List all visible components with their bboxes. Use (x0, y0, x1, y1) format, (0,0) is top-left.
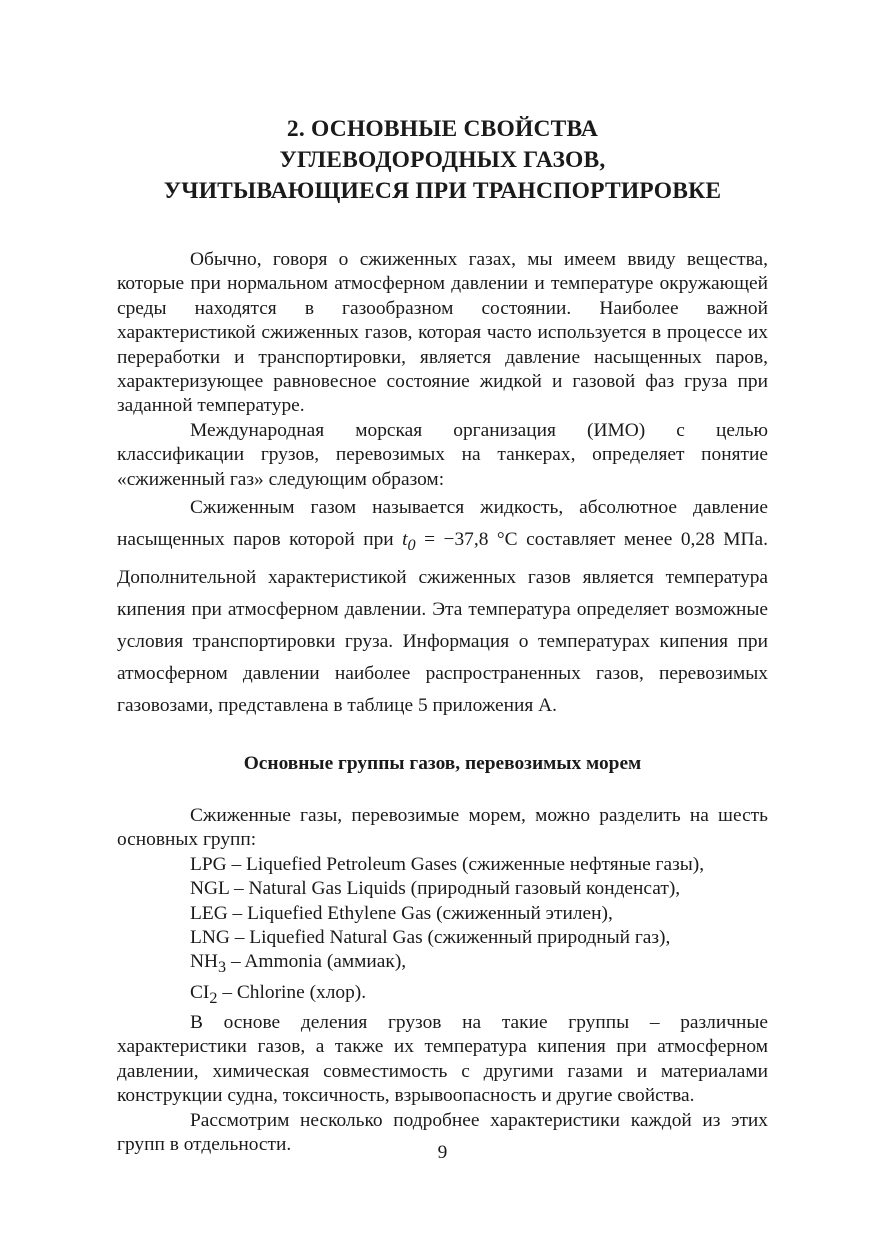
paragraph-intro: Обычно, говоря о сжиженных газах, мы имеем ввиду вещества, которые при нормальном атмосферном давлении и температуре окружающей среды находятся в газообразном состоянии. Наиболее важной характеристикой сжиженных газов, которая часто используется в процессе их переработки и транспортировки, является давление насыщенных паров, характеризующее равновесное состояние жидкой и газовой фаз груза при заданной температуре. (117, 249, 768, 417)
chapter-title (117, 114, 768, 207)
paragraph-basis: В основе деления грузов на такие группы – различные характеристики газов, а также их температура кипения при атмосферном давлении, химическая совместимость с другими газами и материалами конструкции судна, токсичность, взрывоопасность и другие свойства. (117, 1011, 768, 1107)
definition-text-before: Сжиженным газом называется жидкость, абсолютное давление насыщенных паров которой при (117, 497, 768, 551)
temperature-formula (402, 529, 416, 554)
formula-variable: t (402, 529, 408, 551)
gas-groups-list (117, 853, 768, 1011)
list-item-nh3 (117, 950, 768, 980)
groups-section (117, 804, 768, 1157)
list-item-lng: LNG – Liquefied Natural Gas (сжиженный природный газ), (190, 926, 671, 948)
formula-value: = −37,8 °C (424, 529, 518, 551)
nh3-description: – Ammonia (аммиак), (226, 951, 407, 973)
paragraph-consider: Рассмотрим несколько подробнее характеристики каждой из этих групп в отдельности. (117, 1109, 768, 1155)
document-page (117, 0, 768, 1240)
section-subheading: Основные группы газов, перевозимых морем (243, 752, 642, 774)
cl2-subscript: 2 (209, 989, 218, 1007)
paragraph-groups-intro: Сжиженные газы, перевозимые морем, можно разделить на шесть основных групп: (117, 804, 768, 851)
chapter-title-line-2: УГЛЕВОДОРОДНЫХ ГАЗОВ, (279, 147, 606, 173)
formula-subscript: 0 (407, 536, 416, 554)
nh3-subscript: 3 (218, 959, 227, 977)
intro-section (117, 248, 768, 722)
nh3-formula: NH (190, 951, 219, 973)
definition-text-after: составляет менее 0,28 МПа. Дополнительной характеристикой сжиженных газов является температура кипения при атмосферном давлении. Эта температура определяет возможные условия транспортировки груза. Информация о температурах кипения при атмосферном давлении наиболее распространенных газов, перевозимых газовозами, представлена в таблице 5 приложения А. (117, 529, 768, 716)
chapter-title-line-1: 2. ОСНОВНЫЕ СВОЙСТВА (286, 116, 599, 142)
cl2-formula: CI (190, 981, 210, 1003)
cl2-description: – Chlorine (хлор). (217, 981, 367, 1003)
paragraph-definition (117, 492, 768, 722)
list-item-lpg: LPG – Liquefied Petroleum Gases (сжиженные нефтяные газы), (190, 853, 705, 875)
list-item-leg: LEG – Liquefied Ethylene Gas (сжиженный этилен), (190, 902, 613, 924)
page-number: 9 (437, 1142, 448, 1163)
list-item-ngl: NGL – Natural Gas Liquids (природный газовый конденсат), (190, 878, 681, 900)
chapter-title-line-3: УЧИТЫВАЮЩИЕСЯ ПРИ ТРАНСПОРТИРОВКЕ (163, 178, 722, 204)
paragraph-imo: Международная морская организация (ИМО) с целью классификации грузов, перевозимых на танкерах, определяет понятие «сжиженный газ» следующим образом: (117, 419, 768, 490)
list-item-cl2 (117, 981, 768, 1011)
